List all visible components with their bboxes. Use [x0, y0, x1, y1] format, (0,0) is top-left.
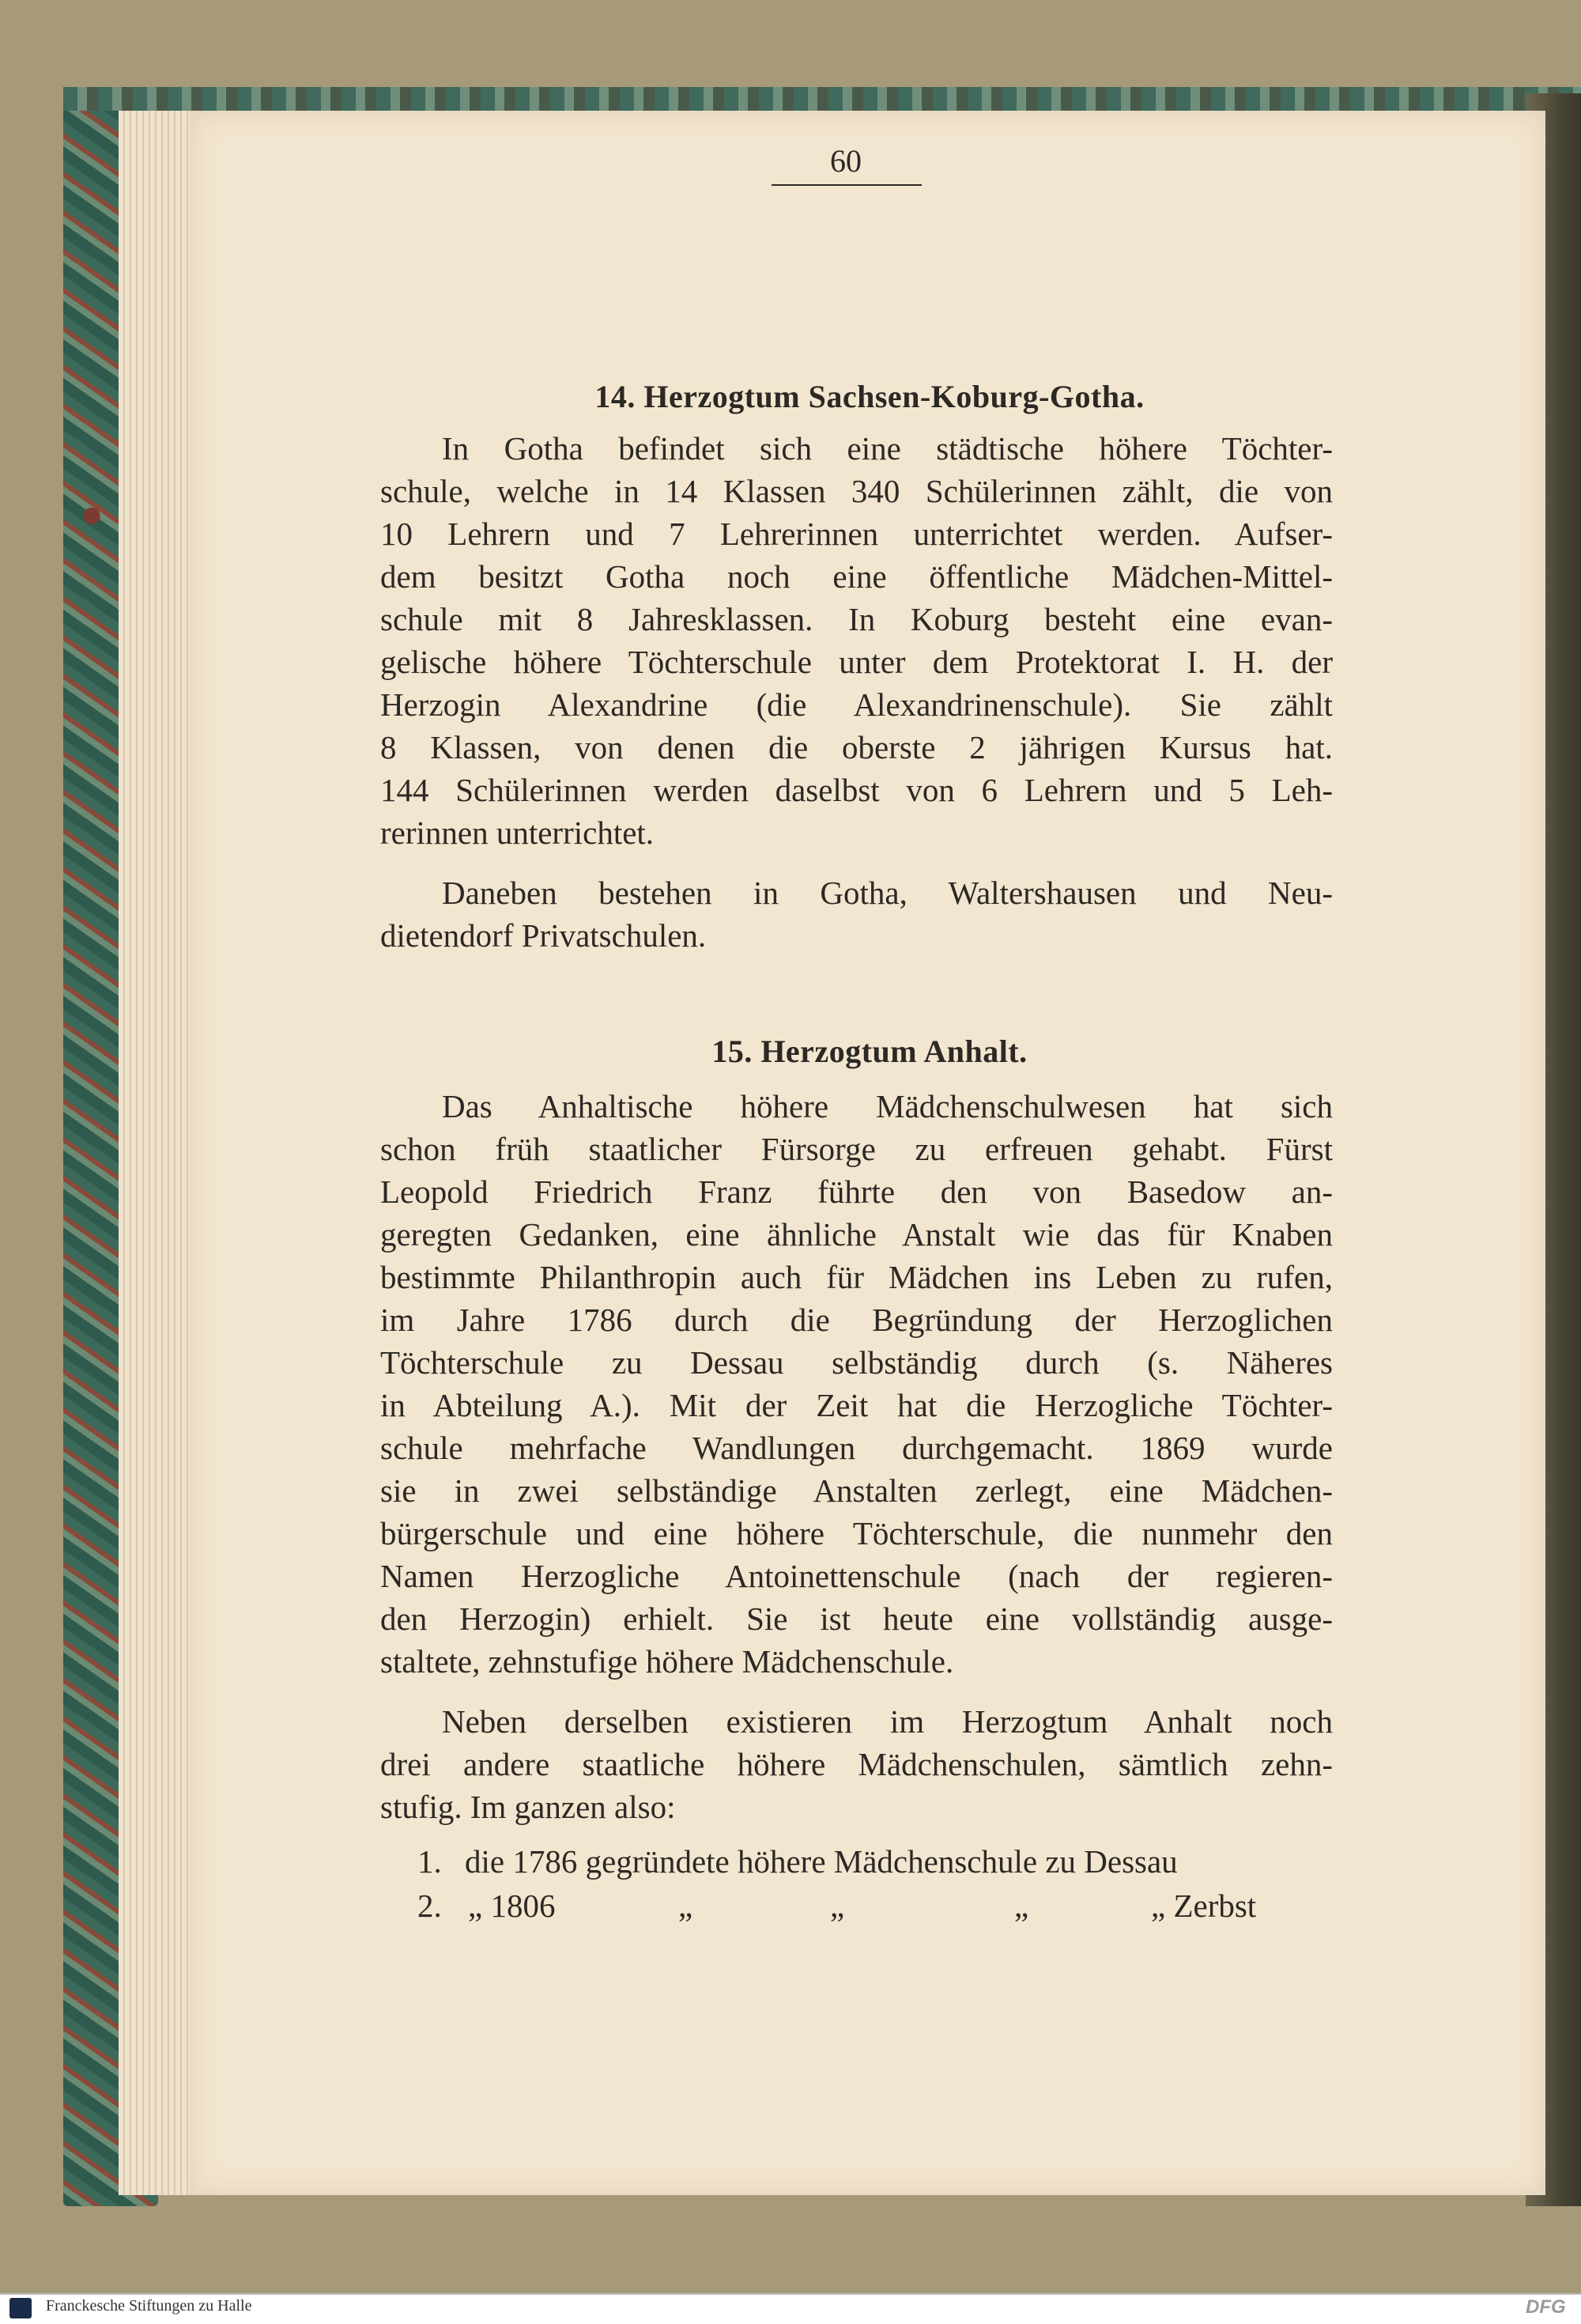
page-number: 60	[830, 143, 862, 179]
text-line: stufig. Im ganzen also:	[380, 1789, 676, 1825]
institution-name: Franckesche Stiftungen zu Halle	[46, 2297, 252, 2315]
text-line: staltete, zehnstufige höhere Mädchenschule.	[380, 1643, 954, 1680]
text-line: gelische höhere Töchterschule unter dem Protektorat I. H. der	[380, 644, 1333, 680]
text-line: im Jahre 1786 durch die Begründung der Herzoglichen	[380, 1302, 1333, 1338]
text-line: sie in zwei selbständige Anstalten zerlegt, eine Mädchen-	[380, 1472, 1333, 1509]
ditto-mark: „	[1014, 1888, 1029, 1924]
text-line: rerinnen unterrichtet.	[380, 814, 655, 851]
text-line: in Abteilung A.). Mit der Zeit hat die Herzogliche Töchter-	[380, 1387, 1333, 1423]
institution-logo-icon	[9, 2298, 32, 2318]
text-line: 10 Lehrern und 7 Lehrerinnen unterrichtet werden. Aufser-	[380, 516, 1333, 552]
text-line: Namen Herzogliche Antoinettenschule (nach der regieren-	[380, 1558, 1333, 1594]
list-text: die 1786 gegründete höhere Mädchenschule zu Dessau	[465, 1843, 1178, 1880]
section-15-heading: 15. Herzogtum Anhalt.	[711, 1034, 1028, 1069]
ditto-mark: „	[830, 1888, 845, 1924]
list-ditto-place: „ Zerbst	[1151, 1888, 1257, 1924]
text-line: drei andere staatliche höhere Mädchenschulen, sämtlich zehn-	[380, 1746, 1333, 1782]
text-line: bürgerschule und eine höhere Töchterschule, die nunmehr den	[380, 1515, 1333, 1551]
text-line: Neben derselben existieren im Herzogtum Anhalt noch	[442, 1703, 1333, 1740]
text-line: schule mit 8 Jahresklassen. In Koburg besteht eine evan-	[380, 601, 1333, 637]
text-line: 144 Schülerinnen werden daselbst von 6 Lehrern und 5 Leh-	[380, 772, 1333, 808]
text-line: Töchterschule zu Dessau selbständig durch (s. Näheres	[380, 1344, 1333, 1381]
text-line: 8 Klassen, von denen die oberste 2 jährigen Kursus hat.	[380, 729, 1333, 765]
text-line: Daneben bestehen in Gotha, Waltershausen und Neu-	[442, 875, 1333, 911]
page-number-rule	[772, 184, 922, 186]
text-line: schule mehrfache Wandlungen durchgemacht. 1869 wurde	[380, 1430, 1333, 1466]
dfg-logo: DFG	[1526, 2296, 1566, 2318]
text-line: Leopold Friedrich Franz führte den von Basedow an-	[380, 1173, 1333, 1210]
text-line: bestimmte Philanthropin auch für Mädchen ins Leben zu rufen,	[380, 1259, 1333, 1295]
section-14-heading: 14. Herzogtum Sachsen-Koburg-Gotha.	[594, 379, 1145, 414]
text-line: dem besitzt Gotha noch eine öffentliche Mädchen-Mittel-	[380, 558, 1333, 595]
text-line: den Herzogin) erhielt. Sie ist heute eine vollständig ausge-	[380, 1600, 1333, 1637]
list-ditto-year: „ 1806	[468, 1888, 556, 1924]
text-line: schon früh staatlicher Fürsorge zu erfreuen gehabt. Fürst	[380, 1131, 1333, 1167]
ditto-mark: „	[678, 1888, 693, 1924]
text-line: In Gotha befindet sich eine städtische höhere Töchter-	[442, 430, 1333, 467]
text-line: dietendorf Privatschulen.	[380, 917, 707, 954]
list-number: 1.	[417, 1843, 442, 1880]
text-line: Herzogin Alexandrine (die Alexandrinenschule). Sie zählt	[380, 686, 1333, 723]
text-line: geregten Gedanken, eine ähnliche Anstalt wie das für Knaben	[380, 1216, 1333, 1253]
list-number: 2.	[417, 1888, 442, 1924]
text-line: Das Anhaltische höhere Mädchenschulwesen hat sich	[442, 1088, 1333, 1124]
text-line: schule, welche in 14 Klassen 340 Schülerinnen zählt, die von	[380, 473, 1333, 509]
